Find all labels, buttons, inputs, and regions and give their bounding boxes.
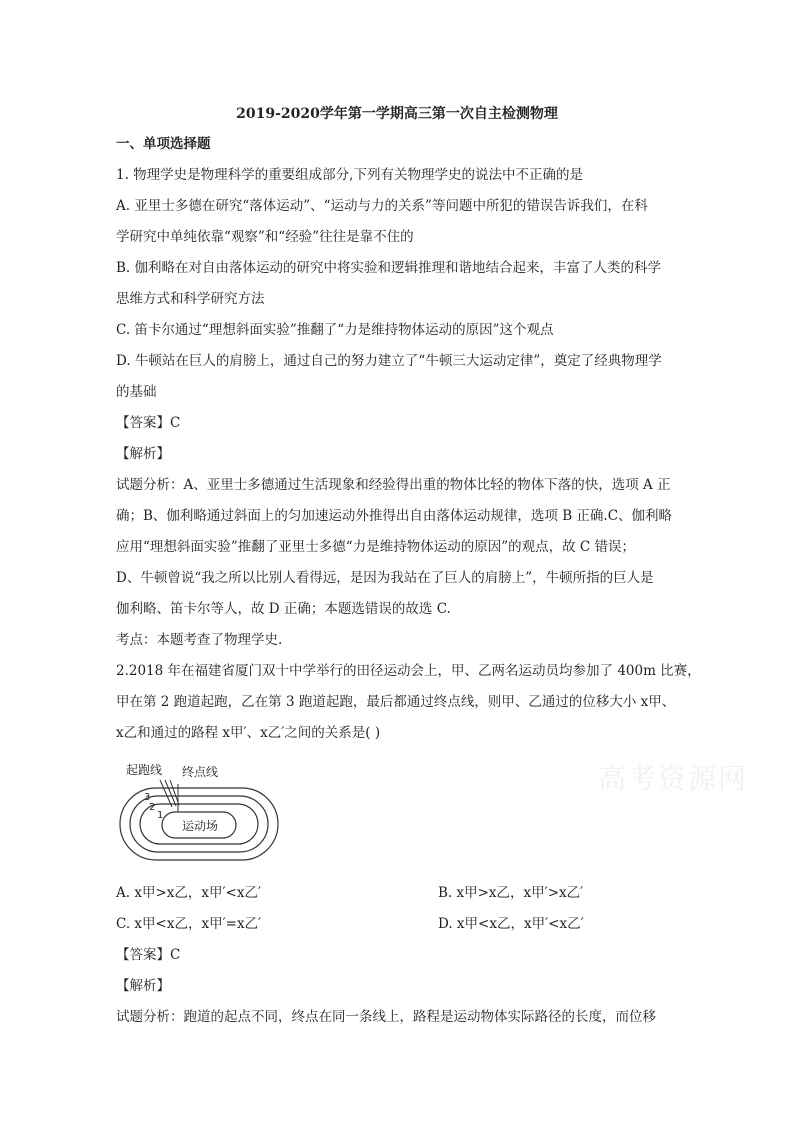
q1-knowledge-point: 考点：本题考查了物理学史.	[116, 632, 283, 648]
q1-analysis-heading: 【解析】	[116, 446, 170, 462]
q1-option-a-line1: A. 亚里士多德在研究“落体运动”、“运动与力的关系”等问题中所犯的错误告诉我们，在科	[116, 198, 648, 214]
page-title: 2019-2020学年第一学期高三第一次自主检测物理	[236, 106, 558, 122]
q2-answer: 【答案】C	[116, 947, 181, 963]
track-figure	[116, 760, 286, 865]
q2-analysis-heading: 【解析】	[116, 978, 170, 994]
start-line-label: 起跑线	[126, 763, 163, 777]
q1-option-c: C. 笛卡尔通过“理想斜面实验”推翻了“力是维持物体运动的原因”这个观点	[116, 322, 554, 338]
q1-analysis-line5: 伽利略、笛卡尔等人，故 D 正确；本题选错误的故选 C.	[116, 601, 451, 617]
finish-line-label: 终点线	[182, 765, 219, 779]
q1-option-b-line2: 思维方式和科学研究方法	[116, 291, 265, 307]
q1-stem: 1. 物理学史是物理科学的重要组成部分,下列有关物理学史的说法中不正确的是	[116, 167, 583, 183]
lane-number-3: 3	[144, 792, 151, 803]
q1-analysis-line3: 应用“理想斜面实验”推翻了亚里士多德“力是维持物体运动的原因”的观点，故 C 错误；	[116, 539, 636, 555]
watermark: 高考资源网	[598, 762, 749, 795]
q2-option-d: D. x甲<x乙，x甲′<x乙′	[438, 916, 584, 932]
q2-stem-line1: 2.2018 年在福建省厦门双十中学举行的田径运动会上，甲、乙两名运动员均参加了 400m 比赛，	[116, 663, 701, 679]
q1-analysis-line1: 试题分析：A、亚里士多德通过生活现象和经验得出重的物体比轻的物体下落的快，选项 A 正	[116, 477, 671, 493]
lane-number-2: 2	[149, 802, 156, 813]
q1-option-a-line2: 学研究中单纯依靠“观察”和“经验”往往是靠不住的	[116, 229, 414, 245]
q1-answer: 【答案】C	[116, 415, 181, 431]
q2-stem-line3: x乙和通过的路程 x甲′、x乙′之间的关系是( )	[116, 725, 381, 741]
q1-analysis-line4: D、牛顿曾说“我之所以比别人看得远，是因为我站在了巨人的肩膀上”，牛顿所指的巨人是	[116, 570, 654, 586]
q2-option-a: A. x甲>x乙，x甲′<x乙′	[116, 885, 262, 901]
q1-option-b-line1: B. 伽利略在对自由落体运动的研究中将实验和逻辑推理和谐地结合起来，丰富了人类的科学	[116, 260, 662, 276]
q1-option-d-line1: D. 牛顿站在巨人的肩膀上，通过自己的努力建立了“牛顿三大运动定律”，奠定了经典物理学	[116, 353, 662, 369]
field-label: 运动场	[182, 819, 219, 833]
q2-option-c: C. x甲<x乙，x甲′=x乙′	[116, 916, 262, 932]
section-heading: 一、单项选择题	[116, 136, 211, 152]
q1-analysis-line2: 确；B、伽利略通过斜面上的匀加速运动外推得出自由落体运动规律，选项 B 正确.C、伽利略	[116, 508, 673, 524]
q2-analysis-line1: 试题分析：跑道的起点不同，终点在同一条线上，路程是运动物体实际路径的长度，而位移	[116, 1009, 656, 1025]
lane-number-1: 1	[157, 810, 164, 821]
q2-option-b: B. x甲>x乙，x甲′>x乙′	[438, 885, 584, 901]
q1-option-d-line2: 的基础	[116, 384, 157, 400]
q2-stem-line2: 甲在第 2 跑道起跑，乙在第 3 跑道起跑，最后都通过终点线，则甲、乙通过的位移大小 x甲、	[116, 694, 676, 710]
